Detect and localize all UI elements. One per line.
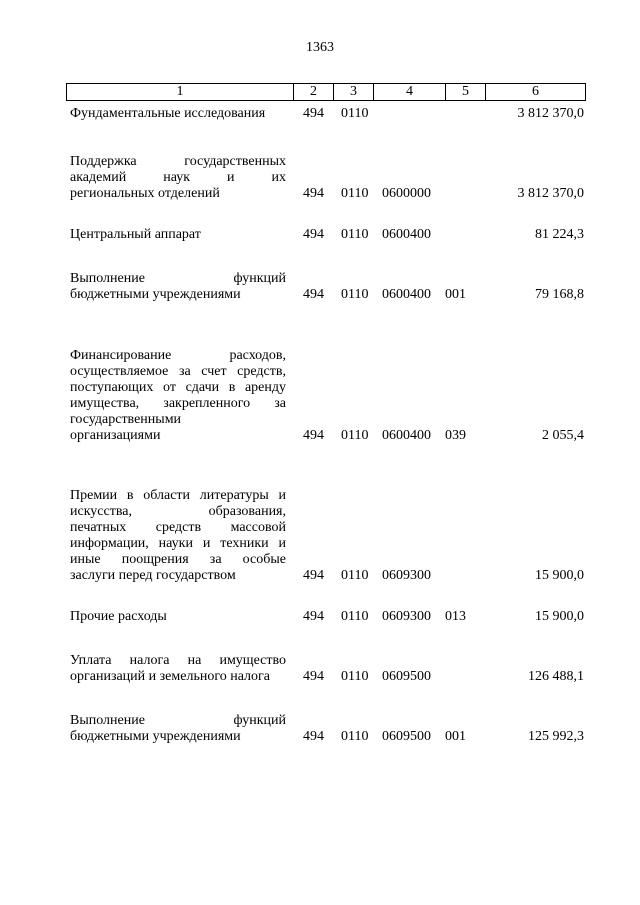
row-name-line: Поддержка государственных — [70, 154, 286, 169]
code-col-3: 0110 — [341, 609, 369, 624]
row-name — [70, 653, 286, 685]
row-name — [70, 154, 286, 202]
code-col-2: 494 — [303, 106, 324, 121]
amount: 15 900,0 — [535, 568, 584, 583]
row-name-line: бюджетными учреждениями — [70, 287, 241, 302]
code-col-5: 001 — [445, 287, 466, 302]
code-col-2: 494 — [303, 669, 324, 684]
table-row — [0, 154, 640, 202]
row-name — [70, 348, 286, 444]
row-name-line: Фундаментальные исследования — [70, 106, 266, 121]
code-col-2: 494 — [303, 609, 324, 624]
table-row — [0, 713, 640, 745]
row-name-line: Центральный аппарат — [70, 227, 201, 242]
row-name — [70, 227, 286, 243]
code-col-4: 0609500 — [382, 669, 431, 684]
code-col-4: 0609500 — [382, 729, 431, 744]
code-col-4: 0609300 — [382, 568, 431, 583]
table-row — [0, 106, 640, 122]
table-row — [0, 609, 640, 625]
row-name-line: осуществляемое за счет средств, — [70, 364, 286, 379]
code-col-4: 0600000 — [382, 186, 431, 201]
row-name — [70, 713, 286, 745]
row-name-line: иные поощрения за особые — [70, 552, 286, 567]
amount: 3 812 370,0 — [517, 186, 584, 201]
code-col-4: 0609300 — [382, 609, 431, 624]
code-col-3: 0110 — [341, 287, 369, 302]
amount: 2 055,4 — [542, 428, 584, 443]
row-name — [70, 271, 286, 303]
row-name — [70, 106, 286, 122]
row-name-line: Премии в области литературы и — [70, 488, 286, 503]
code-col-5: 039 — [445, 428, 466, 443]
row-name-line: академий наук и их — [70, 170, 286, 185]
code-col-3: 0110 — [341, 729, 369, 744]
row-name-line: государственными — [70, 412, 182, 427]
amount: 81 224,3 — [535, 227, 584, 242]
code-col-4: 0600400 — [382, 428, 431, 443]
code-col-2: 494 — [303, 287, 324, 302]
row-name-line: имущества, закрепленного за — [70, 396, 286, 411]
header-col-2: 2 — [293, 84, 333, 100]
amount: 3 812 370,0 — [517, 106, 584, 121]
header-col-5: 5 — [445, 84, 485, 100]
row-name-line: организациями — [70, 428, 161, 443]
row-name-line: Уплата налога на имущество — [70, 653, 286, 668]
page-number: 1363 — [306, 40, 334, 55]
table-row — [0, 653, 640, 685]
code-col-2: 494 — [303, 227, 324, 242]
amount: 125 992,3 — [528, 729, 584, 744]
amount: 79 168,8 — [535, 287, 584, 302]
table-row — [0, 488, 640, 584]
code-col-2: 494 — [303, 428, 324, 443]
amount: 15 900,0 — [535, 609, 584, 624]
header-col-6: 6 — [485, 84, 585, 100]
row-name-line: региональных отделений — [70, 186, 220, 201]
code-col-3: 0110 — [341, 186, 369, 201]
row-name-line: бюджетными учреждениями — [70, 729, 241, 744]
code-col-5: 001 — [445, 729, 466, 744]
row-name — [70, 488, 286, 584]
header-col-4: 4 — [373, 84, 445, 100]
amount: 126 488,1 — [528, 669, 584, 684]
header-col-3: 3 — [333, 84, 373, 100]
code-col-3: 0110 — [341, 669, 369, 684]
row-name-line: поступающих от сдачи в аренду — [70, 380, 286, 395]
row-name — [70, 609, 286, 625]
row-name-line: искусства, образования, — [70, 504, 286, 519]
code-col-5: 013 — [445, 609, 466, 624]
code-col-3: 0110 — [341, 568, 369, 583]
header-col-1: 1 — [176, 84, 184, 99]
row-name-line: Финансирование расходов, — [70, 348, 286, 363]
table-header — [66, 83, 586, 101]
row-name-line: Выполнение функций — [70, 713, 286, 728]
table-row — [0, 348, 640, 444]
code-col-2: 494 — [303, 729, 324, 744]
row-name-line: заслуги перед государством — [70, 568, 236, 583]
code-col-2: 494 — [303, 568, 324, 583]
code-col-4: 0600400 — [382, 227, 431, 242]
code-col-4: 0600400 — [382, 287, 431, 302]
row-name-line: информации, науки и техники и — [70, 536, 286, 551]
row-name-line: печатных средств массовой — [70, 520, 286, 535]
table-row — [0, 271, 640, 303]
row-name-line: Выполнение функций — [70, 271, 286, 286]
row-name-line: организаций и земельного налога — [70, 669, 270, 684]
row-name-line: Прочие расходы — [70, 609, 167, 624]
table-row — [0, 227, 640, 243]
code-col-3: 0110 — [341, 227, 369, 242]
code-col-2: 494 — [303, 186, 324, 201]
code-col-3: 0110 — [341, 106, 369, 121]
code-col-3: 0110 — [341, 428, 369, 443]
